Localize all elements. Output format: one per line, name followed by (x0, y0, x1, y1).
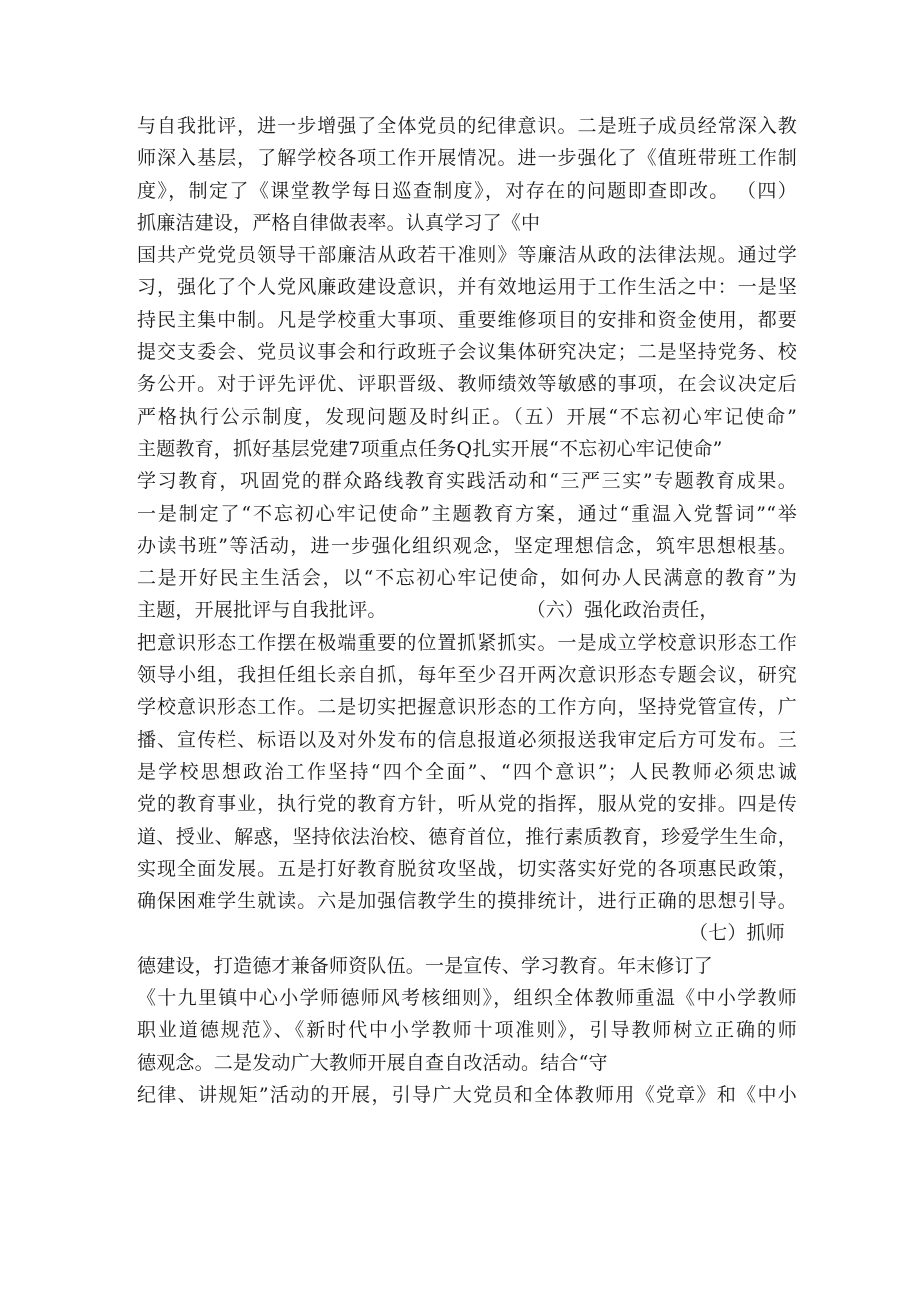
text-line: 国共产党党员领导干部廉洁从政若干准则》等廉洁从政的法律法规。通过学 (137, 244, 797, 267)
text-line: 是学校思想政治工作坚持“四个全面”、“四个意识”；人民教师必须忠诚 (137, 760, 797, 783)
text-line: 抓廉洁建设，严格自律做表率。认真学习了《中 (137, 211, 541, 234)
text-line: 德观念。二是发动广大教师开展自查自改活动。结合“守 (137, 1051, 608, 1074)
text-line: 纪律、讲规矩”活动的开展，引导广大党员和全体教师用《党章》和《中小 (137, 1083, 797, 1106)
text-line: 《十九里镇中心小学师德师风考核细则》，组织全体教师重温《中小学教师 (137, 987, 797, 1010)
text-line: 职业道德规范》、《新时代中小学教师十项准则》，引导教师树立正确的师 (137, 1019, 797, 1042)
text-line: （七）抓师 (688, 922, 785, 945)
document-body (137, 110, 797, 1111)
text-line: 二是开好民主生活会，以“不忘初心牢记使命，如何办人民满意的教育”为 (137, 567, 797, 590)
text-segment: （六）强化政治责任， (526, 599, 719, 622)
text-line: 师深入基层，了解学校各项工作开展情况。进一步强化了《值班带班工作制 (137, 147, 797, 170)
text-line: 持民主集中制。凡是学校重大事项、重要维修项目的安排和资金使用，都要 (137, 308, 797, 331)
text-line: 德建设，打造德才兼备师资队伍。一是宣传、学习教育。年末修订了 (137, 954, 714, 977)
text-line: 习，强化了个人党风廉政建设意识，并有效地运用于工作生活之中：一是坚 (137, 276, 797, 299)
text-line: 一是制定了“不忘初心牢记使命”主题教育方案，通过“重温入党誓词”“举 (137, 502, 797, 525)
text-line: 学校意识形态工作。二是切实把握意识形态的工作方向，坚持党管宣传，广 (137, 696, 797, 719)
text-line: 主题教育，抓好基层党建7项重点任务Q扎实开展“不忘初心牢记使命” (137, 437, 723, 460)
text-line: 提交支委会、党员议事会和行政班子会议集体研究决定；二是坚持党务、校 (137, 341, 797, 364)
text-line: 学习教育，巩固党的群众路线教育实践活动和“三严三实”专题教育成果。 (137, 470, 797, 493)
text-line: 把意识形态工作摆在极端重要的位置抓紧抓实。一是成立学校意识形态工作 (137, 631, 797, 654)
text-segment: 主题，开展批评与自我批评。 (137, 599, 387, 622)
text-line: 度》，制定了《课堂教学每日巡查制度》，对存在的问题即查即改。 （四） (137, 179, 797, 202)
text-line: 道、授业、解惑，坚持依法治校、德育首位，推行素质教育，珍爱学生生命， (137, 825, 797, 848)
text-line: 严格执行公示制度，发现问题及时纠正。（五）开展“不忘初心牢记使命” (137, 405, 797, 428)
text-line (137, 594, 797, 626)
text-line: 确保困难学生就读。六是加强信教学生的摸排统计，进行正确的思想引导。 (137, 890, 797, 913)
text-line: 实现全面发展。五是打好教育脱贫攻坚战，切实落实好党的各项惠民政策， (137, 857, 797, 880)
text-line: 领导小组，我担任组长亲自抓，每年至少召开两次意识形态专题会议，研究 (137, 664, 797, 687)
text-line: 与自我批评，进一步增强了全体党员的纪律意识。二是班子成员经常深入教 (137, 115, 797, 137)
text-line: 办读书班”等活动，进一步强化组织观念，坚定理想信念，筑牢思想根基。 (137, 534, 797, 557)
text-line: 务公开。对于评先评优、评职晋级、教师绩效等敏感的事项，在会议决定后 (137, 373, 797, 396)
text-line: 党的教育事业，执行党的教育方针，听从党的指挥，服从党的安排。四是传 (137, 793, 797, 816)
text-line: 播、宣传栏、标语以及对外发布的信息报道必须报送我审定后方可发布。三 (137, 728, 797, 751)
